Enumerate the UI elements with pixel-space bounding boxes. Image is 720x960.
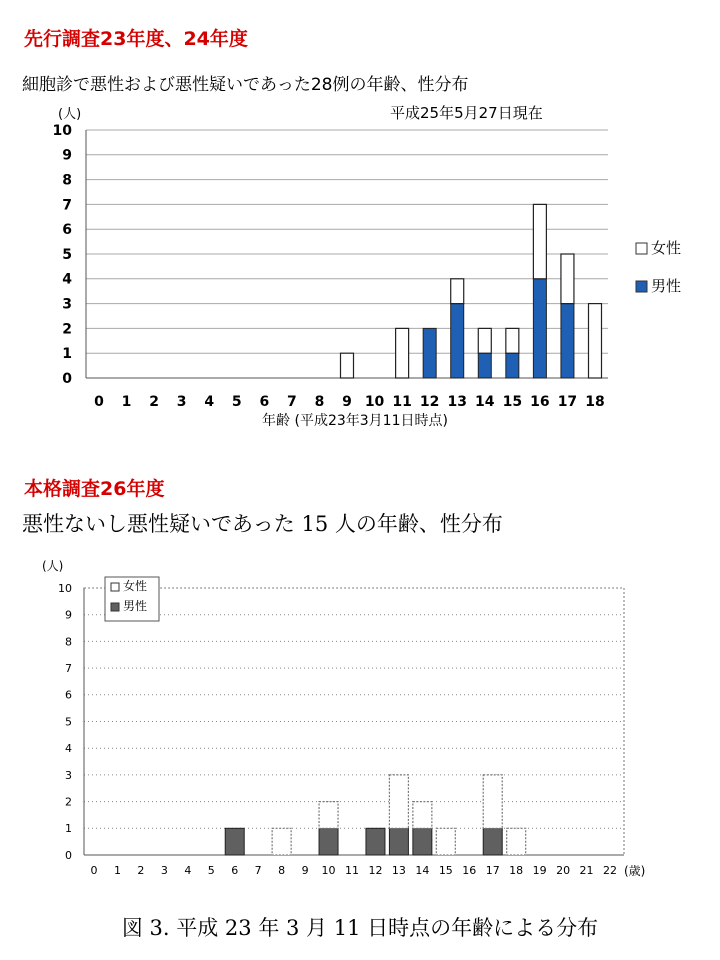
y-tick-label: 10	[52, 122, 72, 139]
bar-male	[389, 828, 408, 855]
section2-title: 本格調査26年度	[24, 478, 165, 500]
x-tick-label: 14	[475, 394, 495, 410]
x-tick-label: 1	[121, 394, 132, 410]
x-tick-label: 8	[314, 394, 325, 410]
x-tick-label: 17	[557, 394, 578, 410]
bar-male	[319, 828, 338, 855]
bar-female	[478, 328, 491, 353]
bar-female	[341, 353, 354, 378]
y-tick-label: 9	[65, 608, 72, 622]
x-tick-label: 12	[419, 394, 440, 410]
x-tick-label: 11	[345, 864, 359, 877]
x-tick-label: 7	[254, 864, 262, 877]
chart2	[0, 552, 720, 882]
x-tick-label: 7	[287, 394, 297, 410]
bar-female	[272, 828, 291, 855]
x-tick-label: 20	[556, 864, 571, 877]
y-tick-label: 2	[62, 321, 72, 338]
x-tick-label: 2	[149, 394, 159, 410]
x-tick-label: 10	[364, 394, 385, 410]
x-tick-label: 10	[321, 864, 336, 877]
chart1-xlabel: 年齢 (平成23年3月11日時点)	[262, 413, 448, 429]
x-tick-label: 8	[278, 864, 286, 877]
x-tick-label: 18	[509, 864, 524, 877]
y-tick-label: 2	[65, 795, 72, 809]
x-tick-label: 16	[462, 864, 477, 877]
x-tick-label: 0	[90, 864, 98, 877]
x-tick-label: 6	[231, 864, 239, 877]
legend-swatch-male	[636, 281, 647, 292]
y-tick-label: 8	[65, 635, 72, 649]
bar-female	[483, 775, 502, 828]
legend-label-female: 女性	[651, 239, 682, 257]
chart1-ylabel: (人)	[58, 107, 82, 122]
y-tick-label: 6	[62, 222, 72, 239]
bar-male	[423, 328, 436, 378]
x-tick-label: 17	[485, 864, 500, 877]
bar-female	[319, 802, 338, 829]
bar-female	[589, 304, 602, 378]
x-tick-label: 19	[532, 864, 547, 877]
x-tick-label: 16	[530, 394, 550, 410]
x-tick-label: 13	[391, 864, 406, 877]
legend-swatch-female	[111, 583, 119, 591]
bar-male	[225, 828, 244, 855]
bar-male	[506, 353, 519, 378]
figure-caption: 図 3. 平成 23 年 3 月 11 日時点の年齢による分布	[121, 916, 599, 940]
x-tick-label: 1	[113, 864, 121, 877]
section1-title: 先行調査23年度、24年度	[24, 28, 248, 50]
y-tick-label: 3	[62, 296, 72, 313]
x-tick-label: 4	[184, 864, 192, 877]
x-tick-label: 2	[137, 864, 145, 877]
x-tick-label: 0	[94, 394, 104, 410]
y-tick-label: 7	[62, 197, 72, 214]
x-tick-label: 6	[259, 394, 270, 410]
legend-label-female: 女性	[123, 579, 148, 593]
x-tick-label: 5	[207, 864, 215, 877]
y-tick-label: 4	[62, 271, 72, 288]
bar-male	[478, 353, 491, 378]
section2-subtitle: 悪性ないし悪性疑いであった 15 人の年齢、性分布	[22, 512, 503, 536]
chart1-note: 平成25年5月27日現在	[390, 104, 543, 122]
y-tick-label: 0	[62, 370, 72, 387]
x-tick-label: 5	[231, 394, 242, 410]
y-tick-label: 8	[62, 172, 72, 189]
y-tick-label: 4	[65, 742, 72, 756]
y-tick-label: 5	[65, 715, 72, 729]
bar-female	[561, 254, 574, 304]
bar-male	[413, 828, 432, 855]
x-tick-label: 21	[579, 864, 594, 877]
legend-label-male: 男性	[651, 277, 682, 295]
bar-female	[451, 279, 464, 304]
bar-male	[483, 828, 502, 855]
x-tick-label: 9	[342, 394, 352, 410]
y-tick-label: 7	[65, 661, 72, 675]
bar-male	[451, 304, 464, 378]
y-tick-label: 10	[58, 581, 72, 595]
x-tick-label: 3	[176, 394, 187, 410]
y-tick-label: 0	[65, 848, 72, 862]
x-tick-label: 12	[368, 864, 383, 877]
chart2-xlabel: (歳)	[624, 864, 646, 878]
bar-female	[507, 828, 526, 855]
bar-female	[389, 775, 408, 828]
x-tick-label: 15	[438, 864, 453, 877]
bar-male	[366, 828, 385, 855]
section1-subtitle: 細胞診で悪性および悪性疑いであった28例の年齢、性分布	[22, 75, 469, 95]
x-tick-label: 15	[502, 394, 523, 410]
y-tick-label: 3	[65, 768, 72, 782]
bar-female	[506, 328, 519, 353]
x-tick-label: 3	[160, 864, 168, 877]
x-tick-label: 13	[447, 394, 467, 410]
legend-swatch-male	[111, 603, 119, 611]
bar-female	[533, 204, 546, 278]
legend-label-male: 男性	[123, 599, 148, 613]
bar-female	[396, 328, 409, 378]
y-tick-label: 1	[65, 822, 72, 836]
legend-swatch-female	[636, 243, 647, 254]
y-tick-label: 6	[65, 688, 72, 702]
chart1	[0, 100, 720, 445]
x-tick-label: 9	[301, 864, 309, 877]
x-tick-label: 18	[585, 394, 605, 410]
x-tick-label: 22	[603, 864, 617, 877]
bar-male	[561, 304, 574, 378]
y-tick-label: 9	[62, 147, 72, 164]
bar-female	[413, 802, 432, 829]
x-tick-label: 4	[204, 394, 215, 410]
y-tick-label: 5	[62, 246, 72, 263]
bar-female	[436, 828, 455, 855]
x-tick-label: 14	[415, 864, 430, 877]
y-tick-label: 1	[62, 346, 72, 363]
bar-male	[533, 279, 546, 378]
chart2-ylabel: (人)	[42, 559, 64, 573]
x-tick-label: 11	[392, 394, 412, 410]
